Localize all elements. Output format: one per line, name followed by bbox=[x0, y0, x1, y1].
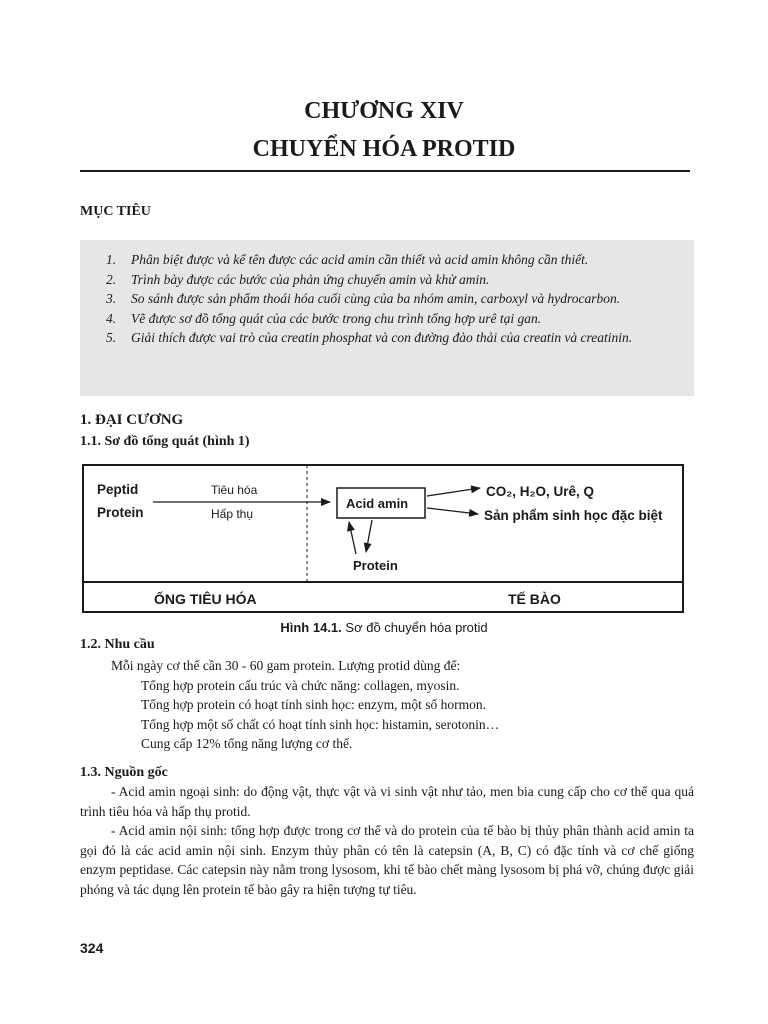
objective-number: 4. bbox=[106, 310, 117, 326]
special-products-arrow bbox=[427, 508, 478, 514]
objective-text: Trình bày được các bước của phản ứng chuyển amin và khử amin. bbox=[131, 271, 490, 287]
needs-intro: Mỗi ngày cơ thể cần 30 - 60 gam protein. Lượng protid dùng để: bbox=[111, 658, 461, 673]
objective-number: 1. bbox=[106, 252, 117, 267]
needs-item: Tổng hợp protein cấu trúc và chức năng: collagen, myosin. bbox=[141, 677, 460, 693]
catabolism-arrow bbox=[427, 488, 480, 496]
subsection-heading: 1.2. Nhu cầu bbox=[80, 637, 155, 652]
figure-number: Hình 14.1. bbox=[280, 620, 342, 635]
objective-number: 5. bbox=[106, 330, 117, 345]
chapter-number: CHƯƠNG XIV bbox=[304, 98, 464, 124]
objective-text: Giải thích được vai trò của creatin phosphat và con đường đào thải của creatin và creatinin. bbox=[131, 330, 633, 345]
digestive-tract-label: ỐNG TIÊU HÓA bbox=[154, 591, 257, 607]
origin-content bbox=[80, 782, 694, 899]
peptid-label: Peptid bbox=[97, 482, 139, 497]
absorption-label: Hấp thụ bbox=[211, 507, 254, 521]
objective-number: 3. bbox=[106, 291, 117, 306]
hydrolysis-arrow bbox=[349, 522, 356, 554]
special-products-label: Sản phẩm sinh học đặc biệt bbox=[484, 508, 663, 523]
origin-paragraph-endogenous: - Acid amin nội sinh: tổng hợp được trong cơ thể và do protein của tế bào bị thủy phân thành acid amin ta gọi đó là các acid amin nội sinh. Enzym thủy phân có tên là catepsin (A, B, C) có đặc tính và cơ chế giống enzym peptidase. Các catepsin này nằm trong lysosom, khi tế bào chết màng lysosom bị phá vỡ, chúng được giải phóng và tác dụng lên protein tế bào gây ra hiện tượng tự tiêu. bbox=[80, 823, 694, 897]
origin-paragraph-exogenous: - Acid amin ngoại sinh: do động vật, thực vật và vi sinh vật như tảo, men bia cung cấp cho cơ thể qua quá trình tiêu hóa và hấp thụ protid. bbox=[80, 784, 694, 819]
subsection-heading: 1.3. Nguồn gốc bbox=[80, 765, 168, 780]
acid-amin-label: Acid amin bbox=[346, 496, 409, 511]
objective-text: Vẽ được sơ đồ tổng quát của các bước trong chu trình tổng hợp urê tại gan. bbox=[131, 310, 542, 326]
needs-content bbox=[80, 656, 694, 754]
cell-label: TẾ BÀO bbox=[508, 591, 561, 607]
cell-protein-label: Protein bbox=[353, 558, 398, 573]
objective-text: So sánh được sản phẩm thoái hóa cuối cùng của ba nhóm amin, carboxyl và hydrocarbon. bbox=[131, 291, 621, 306]
objective-number: 2. bbox=[106, 271, 117, 287]
subsection-heading: 1.1. Sơ đồ tổng quát (hình 1) bbox=[80, 434, 250, 449]
needs-item: Tổng hợp một số chất có hoạt tính sinh học: histamin, serotonin… bbox=[141, 716, 500, 732]
page-number: 324 bbox=[80, 940, 104, 956]
objectives-heading: MỤC TIÊU bbox=[80, 204, 151, 219]
catabolism-products-label: CO₂, H₂O, Urê, Q bbox=[486, 484, 595, 499]
figure-caption bbox=[0, 620, 768, 635]
figure-caption-text: Sơ đồ chuyển hóa protid bbox=[345, 620, 488, 635]
synthesis-arrow bbox=[366, 520, 372, 552]
digestion-label: Tiêu hóa bbox=[211, 483, 258, 497]
objective-text: Phân biệt được và kể tên được các acid amin cần thiết và acid amin không cần thiết. bbox=[131, 252, 589, 267]
protein-input-label: Protein bbox=[97, 505, 144, 520]
section-heading: 1. ĐẠI CƯƠNG bbox=[80, 412, 184, 428]
needs-item: Tổng hợp protein có hoạt tính sinh học: enzym, một số hormon. bbox=[141, 697, 486, 712]
needs-item: Cung cấp 12% tổng năng lượng cơ thể. bbox=[141, 736, 353, 751]
chapter-title: CHUYỂN HÓA PROTID bbox=[252, 136, 516, 162]
